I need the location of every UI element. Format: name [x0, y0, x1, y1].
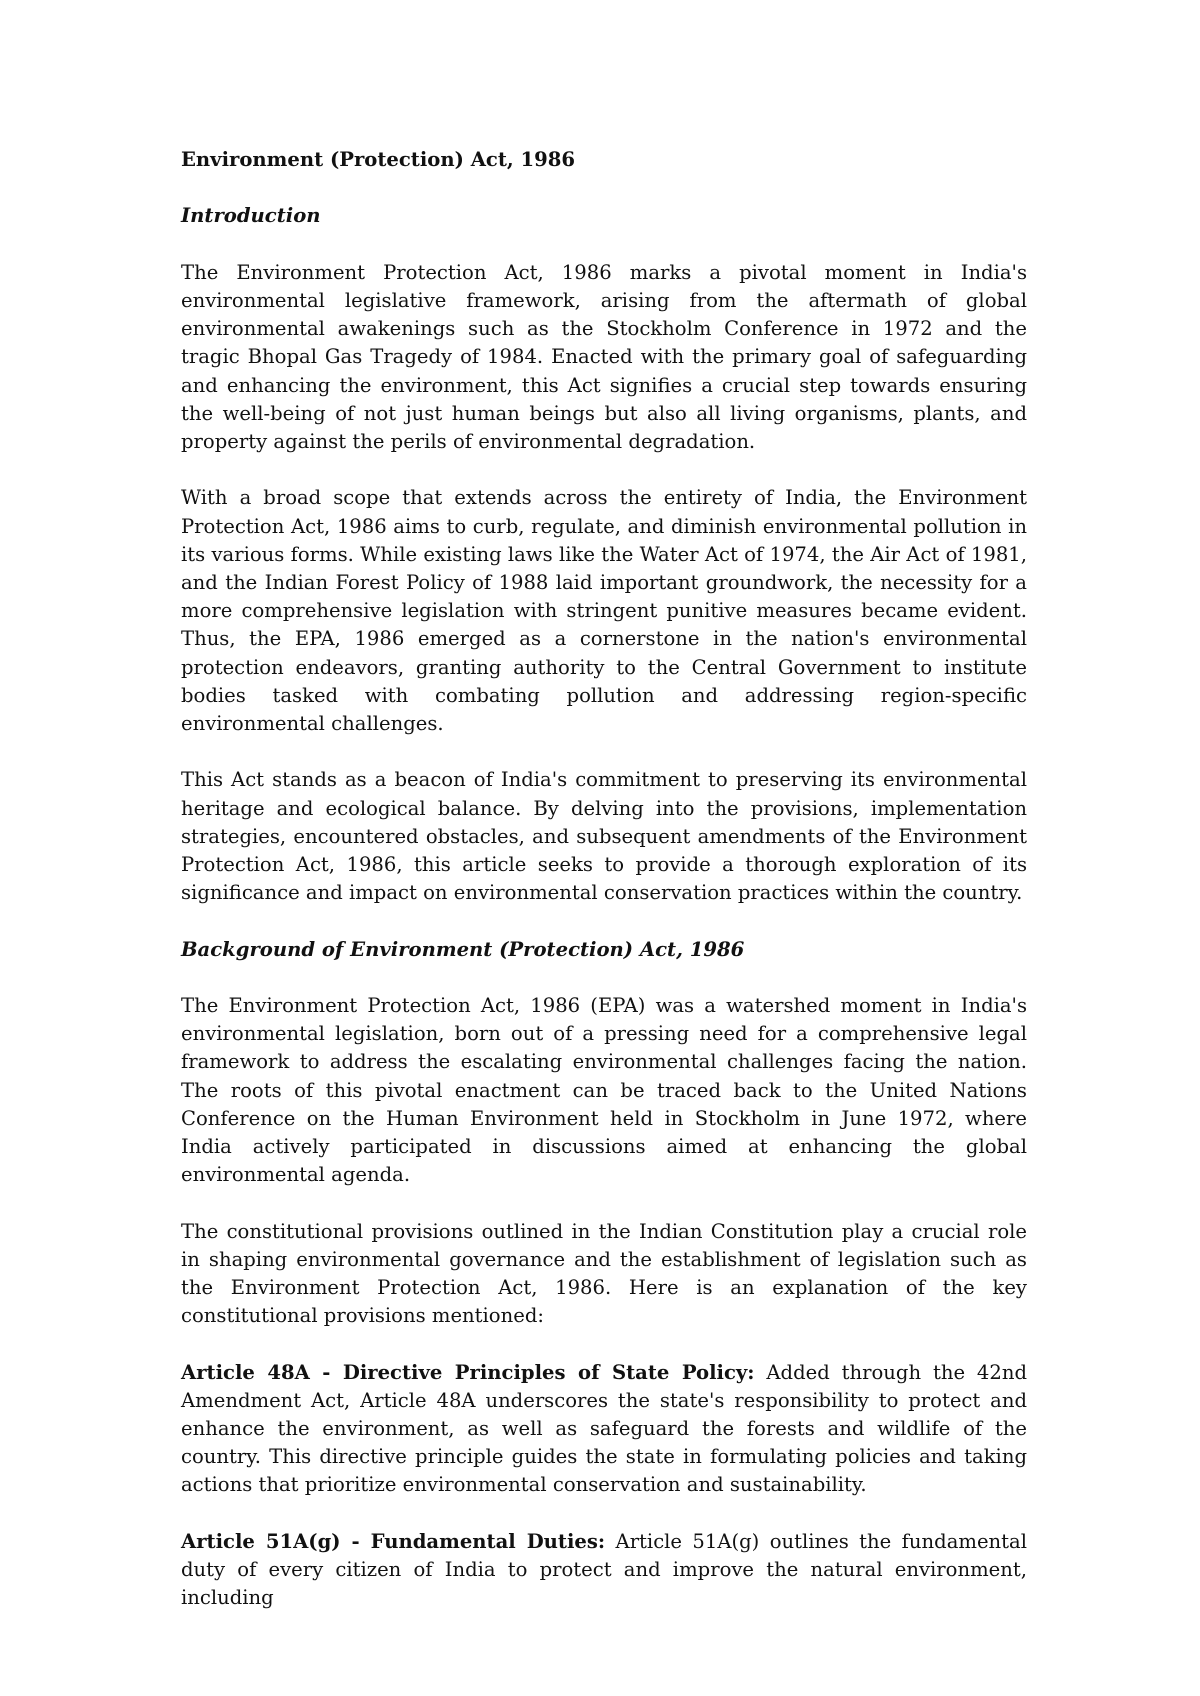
background-paragraph-2: The constitutional provisions outlined in the Indian Constitution play a crucial role in shaping environmental governance and the establishment of legislation such as the Environment Protection Act, 1986. Here is an explanation of the key constitutional provisions mentioned: — [181, 1219, 1027, 1328]
article-48a-paragraph — [181, 1359, 1027, 1500]
section-heading-background: Background of Environment (Protection) Act, 1986 — [181, 937, 745, 961]
section-heading-introduction: Introduction — [181, 204, 321, 228]
article-51ag-paragraph — [181, 1528, 1027, 1613]
intro-paragraph-2: With a broad scope that extends across the entirety of India, the Environment Protection Act, 1986 aims to curb, regulate, and diminish environmental pollution in its various forms. While existing laws like the Water Act of 1974, the Air Act of 1981, and the Indian Forest Policy of 1988 laid important groundwork, the necessity for a more comprehensive legislation with stringent punitive measures became evident. Thus, the EPA, 1986 emerged as a cornerstone in the nation's environmental protection endeavors, granting authority to the Central Government to institute bodies tasked with combating pollution and addressing region-specific environmental challenges. — [181, 486, 1027, 736]
article-51ag-text: Article 51A(g) outlines the fundamental duty of every citizen of India to protect and improve the natural environment, including — [181, 1529, 1027, 1610]
intro-paragraph-3: This Act stands as a beacon of India's commitment to preserving its environmental heritage and ecological balance. By delving into the provisions, implementation strategies, encountered obstacles, and subsequent amendments of the Environment Protection Act, 1986, this article seeks to provide a thorough exploration of its significance and impact on environmental conservation practices within the country. — [181, 768, 1027, 905]
article-51ag-term: Article 51A(g) - Fundamental Duties: — [181, 1529, 606, 1553]
article-48a-text: Added through the 42nd Amendment Act, Article 48A underscores the state's responsibility to protect and enhance the environment, as well as safeguard the forests and wildlife of the country. This directive principle guides the state in formulating policies and taking actions that prioritize environmental conservation and sustainability. — [181, 1360, 1027, 1497]
document-body — [181, 146, 1027, 1641]
article-48a-term: Article 48A - Directive Principles of State Policy: — [181, 1360, 755, 1384]
intro-paragraph-1: The Environment Protection Act, 1986 marks a pivotal moment in India's environmental legislative framework, arising from the aftermath of global environmental awakenings such as the Stockholm Conference in 1972 and the tragic Bhopal Gas Tragedy of 1984. Enacted with the primary goal of safeguarding and enhancing the environment, this Act signifies a crucial step towards ensuring the well-being of not just human beings but also all living organisms, plants, and property against the perils of environmental degradation. — [181, 260, 1027, 453]
document-title: Environment (Protection) Act, 1986 — [181, 148, 576, 171]
background-paragraph-1: The Environment Protection Act, 1986 (EPA) was a watershed moment in India's environmental legislation, born out of a pressing need for a comprehensive legal framework to address the escalating environmental challenges facing the nation. The roots of this pivotal enactment can be traced back to the United Nations Conference on the Human Environment held in Stockholm in June 1972, where India actively participated in discussions aimed at enhancing the global environmental agenda. — [181, 994, 1027, 1187]
